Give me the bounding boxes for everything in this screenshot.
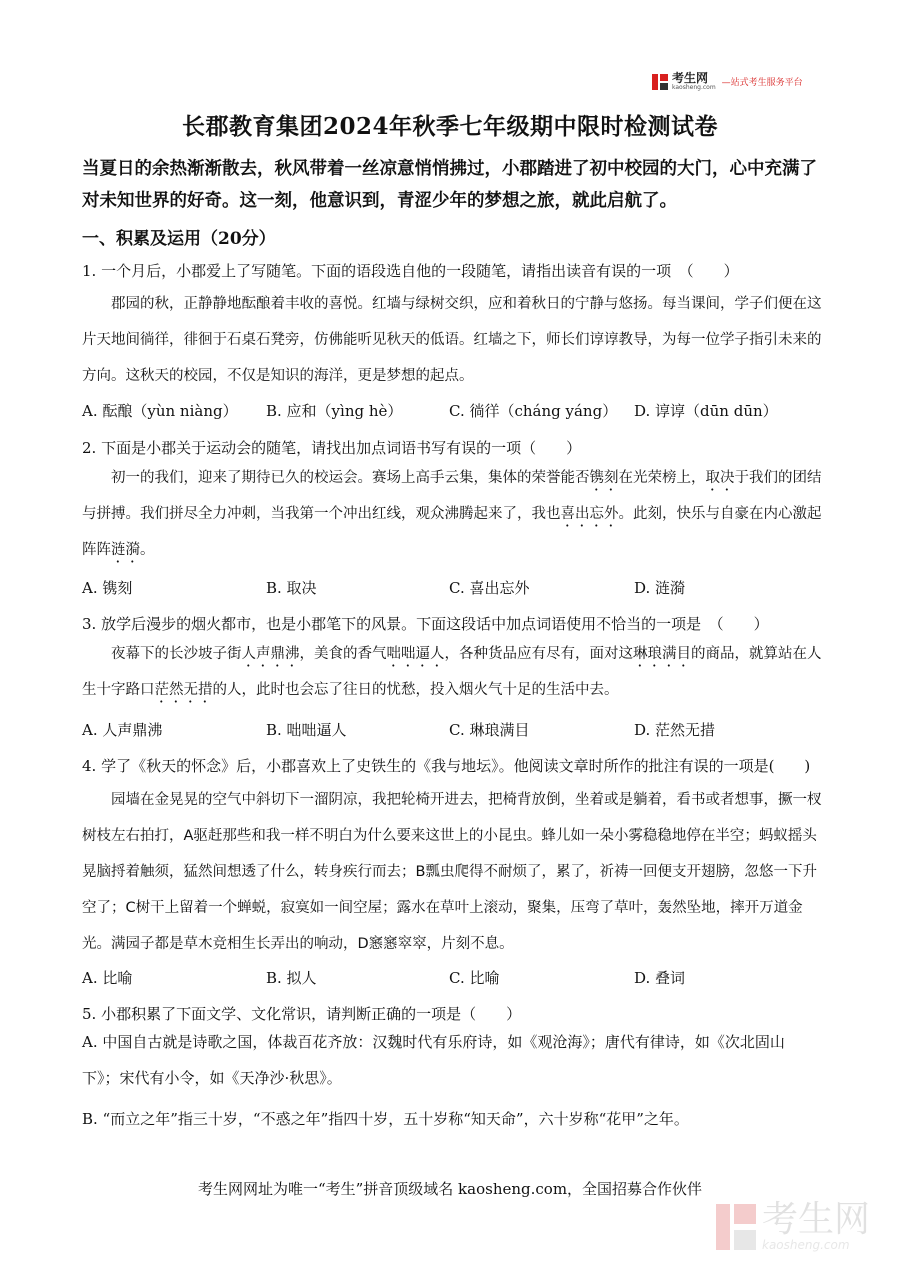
footer-notice: 考生网网址为唯一“考生”拼音顶级域名 kaosheng.com，全国招募合作伙伴 — [197, 1180, 703, 1198]
option-d[interactable]: D. 谆谆（dūn dūn） — [634, 402, 778, 420]
watermark-text — [762, 1199, 871, 1252]
emphasized-word: 喜出忘外 — [560, 506, 619, 522]
option-d[interactable]: D. 叠词 — [634, 969, 686, 987]
passage-text: 初一的我们，迎来了期待已久的校运会。赛场上高手云集，集体的荣誉能否 — [111, 470, 590, 486]
option-c[interactable]: C. 琳琅满目 — [449, 721, 530, 739]
emphasized-word: 茫然无措 — [154, 682, 213, 698]
kaosheng-logo-icon — [652, 74, 668, 90]
option-b[interactable]: B. 取决 — [266, 579, 317, 597]
emphasized-word: 涟漪 — [111, 542, 140, 558]
exam-title: 长郡教育集团2024年秋季七年级期中限时检测试卷 — [181, 113, 718, 140]
option-d[interactable]: D. 涟漪 — [634, 579, 686, 597]
watermark — [716, 1199, 871, 1252]
emphasized-word: 咄咄逼人 — [386, 646, 445, 662]
question-1-passage: 郡园的秋，正静静地酝酿着丰收的喜悦。红墙与绿树交织，应和着秋日的宁静与悠扬。每当课间，学子们便在这片天地间徜徉，徘徊于石桌石凳旁，仿佛能听见秋天的低语。红墙之下，师长们谆谆教导，为每一位学子指引未来的方向。这秋天的校园，不仅是知识的海洋，更是梦想的起点。 — [82, 296, 822, 384]
brand-name: 考生网 — [672, 71, 709, 85]
option-a[interactable]: A. 镌刻 — [82, 579, 133, 597]
question-3-passage — [82, 636, 822, 708]
option-c[interactable]: C. 徜徉（cháng yáng） — [449, 402, 618, 420]
option-b[interactable]: B. 咄咄逼人 — [266, 721, 347, 739]
emphasized-word: 人声鼎沸 — [241, 646, 300, 662]
brand-slogan: —站式考生服务平台 — [721, 78, 803, 88]
emphasized-word: 取决 — [705, 470, 735, 486]
question-3-stem: 3. 放学后漫步的烟火都市，也是小郡笔下的风景。下面这段话中加点词语使用不恰当的一项是 （ ） — [82, 615, 769, 633]
option-a[interactable]: A. 酝酿（yùn niàng） — [82, 402, 238, 420]
question-5-option-a[interactable]: A. 中国自古就是诗歌之国，体裁百花齐放：汉魏时代有乐府诗，如《观沧海》；唐代有律诗，如《次北固山下》；宋代有小令，如《天净沙·秋思》。 — [82, 1033, 785, 1087]
option-b[interactable]: B. 应和（yìng hè） — [266, 402, 403, 420]
question-5-stem: 5. 小郡积累了下面文学、文化常识，请判断正确的一项是（ ） — [82, 1005, 522, 1023]
passage-text: ，各种货品应有尽有，面对这 — [444, 646, 633, 662]
brand-domain: kaosheng.com — [672, 84, 716, 91]
option-b[interactable]: B. 拟人 — [266, 969, 317, 987]
passage-text: 的人，此时也会忘了往日的忧愁，投入烟火气十足的生活中去。 — [212, 682, 619, 698]
passage-text: 在光荣榜上， — [618, 470, 706, 486]
question-5-option-b[interactable]: B. “而立之年”指三十岁，“不惑之年”指四十岁，五十岁称“知天命”，六十岁称“花甲”之年。 — [82, 1110, 689, 1128]
option-d[interactable]: D. 茫然无措 — [634, 721, 716, 739]
option-a[interactable]: A. 人声鼎沸 — [82, 721, 163, 739]
option-a[interactable]: A. 比喻 — [82, 969, 133, 987]
question-4-passage: 园墙在金晃晃的空气中斜切下一溜阴凉，我把轮椅开进去，把椅背放倒，坐着或是躺着，看书或者想事，撅一杈树枝左右拍打，A驱赶那些和我一样不明白为什么要来这世上的小昆虫。蜂儿如一朵小雾稳稳地停在半空；蚂蚁摇头晃脑捋着触须，猛然间想透了什么，转身疾行而去；B瓢虫爬得不耐烦了，累了，祈祷一回便支开翅膀，忽悠一下升空了；C树干上留着一个蝉蜕，寂寞如一间空屋；露水在草叶上滚动，聚集，压弯了草叶，轰然坠地，摔开万道金光。满园子都是草木竞相生长弄出的响动，D窸窸窣窣，片刻不息。 — [82, 792, 822, 952]
watermark-name: 考生网 — [762, 1199, 871, 1240]
section-heading: 一、积累及运用（20分） — [82, 229, 276, 249]
watermark-domain: kaosheng.com — [762, 1238, 850, 1252]
question-2-stem: 2. 下面是小郡关于运动会的随笔，请找出加点词语书写有误的一项（ ） — [82, 439, 582, 457]
question-1-stem: 1. 一个月后，小郡爱上了写随笔。下面的语段选自他的一段随笔，请指出读音有误的一项 （ ） — [82, 262, 739, 280]
question-2-passage — [82, 460, 822, 568]
passage-text: 夜幕下的长沙坡子街 — [111, 646, 242, 662]
passage-text: 。 — [140, 542, 155, 558]
brand-logo[interactable] — [652, 72, 803, 91]
option-c[interactable]: C. 比喻 — [449, 969, 500, 987]
kaosheng-watermark-icon — [716, 1204, 756, 1250]
emphasized-word: 琳琅满目 — [633, 646, 691, 662]
option-c[interactable]: C. 喜出忘外 — [449, 579, 530, 597]
passage-text: 。此刻，快乐与自豪在内心激起阵阵 — [82, 506, 822, 558]
question-4-stem: 4. 学了《秋天的怀念》后，小郡喜欢上了史铁生的《我与地坛》。他阅读文章时所作的批注有误的一项是( ) — [82, 757, 811, 775]
emphasized-word: 镌刻 — [589, 470, 619, 486]
passage-text: 的商品，就算站在人生十字路口 — [82, 646, 822, 698]
brand-text — [672, 72, 716, 91]
intro-paragraph: 当夏日的余热渐渐散去，秋风带着一丝凉意悄悄拂过，小郡踏进了初中校园的大门，心中充满了对未知世界的好奇。这一刻，他意识到，青涩少年的梦想之旅，就此启航了。 — [82, 159, 817, 211]
passage-text: ，美食的香气 — [299, 646, 387, 662]
passage-text: 于我们的团结与拼搏。我们拼尽全力冲刺，当我第一个冲出红线，观众沸腾起来了，我也 — [82, 470, 822, 522]
